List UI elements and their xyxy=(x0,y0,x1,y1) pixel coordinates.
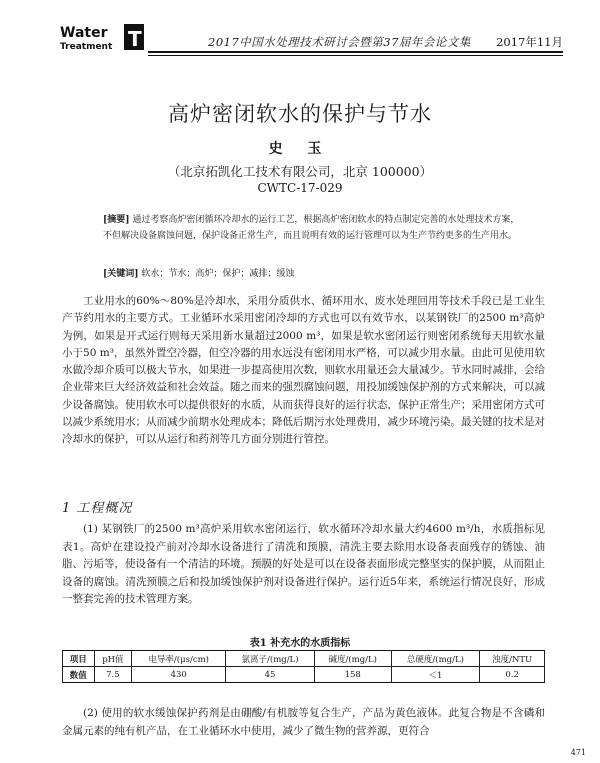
running-header xyxy=(58,22,563,56)
table-header-cell: 项目 xyxy=(63,651,95,667)
author-name: 史 玉 xyxy=(268,141,332,157)
table-header-cell: 总硬度/(mg/L) xyxy=(391,651,480,667)
table-header-cell: 氯离子/(mg/L) xyxy=(226,651,315,667)
proceedings-title: 2017中国水处理技术研讨会暨第37届年会论文集 xyxy=(208,35,471,49)
table-cell: 45 xyxy=(226,667,315,683)
table-cell: 158 xyxy=(314,667,391,683)
article-code: CWTC-17-029 xyxy=(257,181,343,195)
keywords-label: [关键词] xyxy=(103,269,139,279)
table-cell: 7.5 xyxy=(94,667,132,683)
abstract-label: [摘要] xyxy=(103,215,130,225)
article-title: 高炉密闭软水的保护与节水 xyxy=(168,102,432,126)
table-header-cell: 浊度/NTU xyxy=(480,651,545,667)
header-rule-thin xyxy=(148,55,563,56)
body-paragraph-2: (2) 使用的软水缓蚀保护药剂是由硼酸/有机胺等复合生产，产品为黄色液体。此复合物是不含磷和金属元素的纯有机产品，在工业循环水中使用，减少了微生物的营养源，更符合 xyxy=(62,707,545,737)
page-number: 471 xyxy=(570,748,586,757)
abstract xyxy=(103,213,523,244)
author-affiliation: （北京拓凯化工技术有限公司，北京 100000） xyxy=(167,164,433,179)
table-header-row xyxy=(63,651,545,667)
body-paragraph-1: (1) 某钢铁厂的2500 m³高炉采用软水密闭运行，软水循环冷却水量大约4600 m³/h，水质指标见表1。高炉在建设投产前对冷却水设备进行了清洗和预膜，清洗主要去除用水设备表面残存的锈蚀、油脂、污垢等，使设备有一个清洁的环境。预膜的好处是可以在设备表面形成完整坚实的保护膜，从而阻止设备的腐蚀。清洗预膜之后和投加缓蚀保护剂对设备进行保护。运行近5年来，系统运行情况良好，形成一整套完善的技术管理方案。 xyxy=(62,523,545,606)
abstract-text: 通过考察高炉密闭循环冷却水的运行工艺，根据高炉密闭软水的特点制定完善的水处理技术方案，不但解决设备腐蚀问题，保护设备正常生产，而且说明有效的运行管理可以为生产节约更多的生产用水。 xyxy=(103,215,520,241)
table-cell: 430 xyxy=(132,667,226,683)
journal-logo xyxy=(58,22,146,52)
table-row-label: 数值 xyxy=(63,667,95,683)
section-heading: 1 工程概况 xyxy=(62,501,133,516)
keywords xyxy=(103,266,523,279)
intro-paragraph: 工业用水的60%～80%是冷却水，采用分质供水、循环用水、废水处理回用等技术手段已是工业生产节约用水的主要方式。工业循环水采用密闭冷却的方式也可以有效节水，以某钢铁厂的2500 m³高炉为例，如果是开式运行则每天采用新水量超过2000 m³，如果是软水密闭运行则密闭系统每天用软水量小于50 m³，虽然外置空冷器，但空冷器的用水远没有密闭用水严格，可以减少用水量。由此可见使用软水做冷却介质可以极大节水，如果进一步提高使用次数，则软水用量还会大量减少。节水同时减排，会给企业带来巨大经济效益和社会效益。随之而来的强烈腐蚀问题，用投加缓蚀保护剂的方式来解决，可以减少设备腐蚀。使用软水可以提供很好的水质，从而获得良好的运行状态，保护正常生产；采用密闭方式可以减少系统用水；从而减少前期水处理成本；降低后期污水处理费用，减少环境污染。最关键的技术是对冷却水的保护，可以从运行和药剂等几方面分别进行管控。 xyxy=(62,295,545,446)
table-header-cell: pH值 xyxy=(94,651,132,667)
svg-text:T: T xyxy=(128,27,142,51)
svg-text:Water: Water xyxy=(60,25,108,41)
table-header-cell: 电导率/(μs/cm) xyxy=(132,651,226,667)
table-cell: 0.2 xyxy=(480,667,545,683)
header-rule-thick xyxy=(148,51,563,53)
table-header-cell: 碱度/(mg/L) xyxy=(314,651,391,667)
table-row xyxy=(63,667,545,683)
table-caption: 表1 补充水的水质指标 xyxy=(249,638,351,649)
table-cell: ＜1 xyxy=(391,667,480,683)
svg-text:Treatment: Treatment xyxy=(60,42,113,52)
water-quality-table xyxy=(62,650,545,683)
keywords-text: 软水；节水；高炉；保护；减排；缓蚀 xyxy=(141,269,295,279)
header-date: 2017年11月 xyxy=(496,35,563,49)
